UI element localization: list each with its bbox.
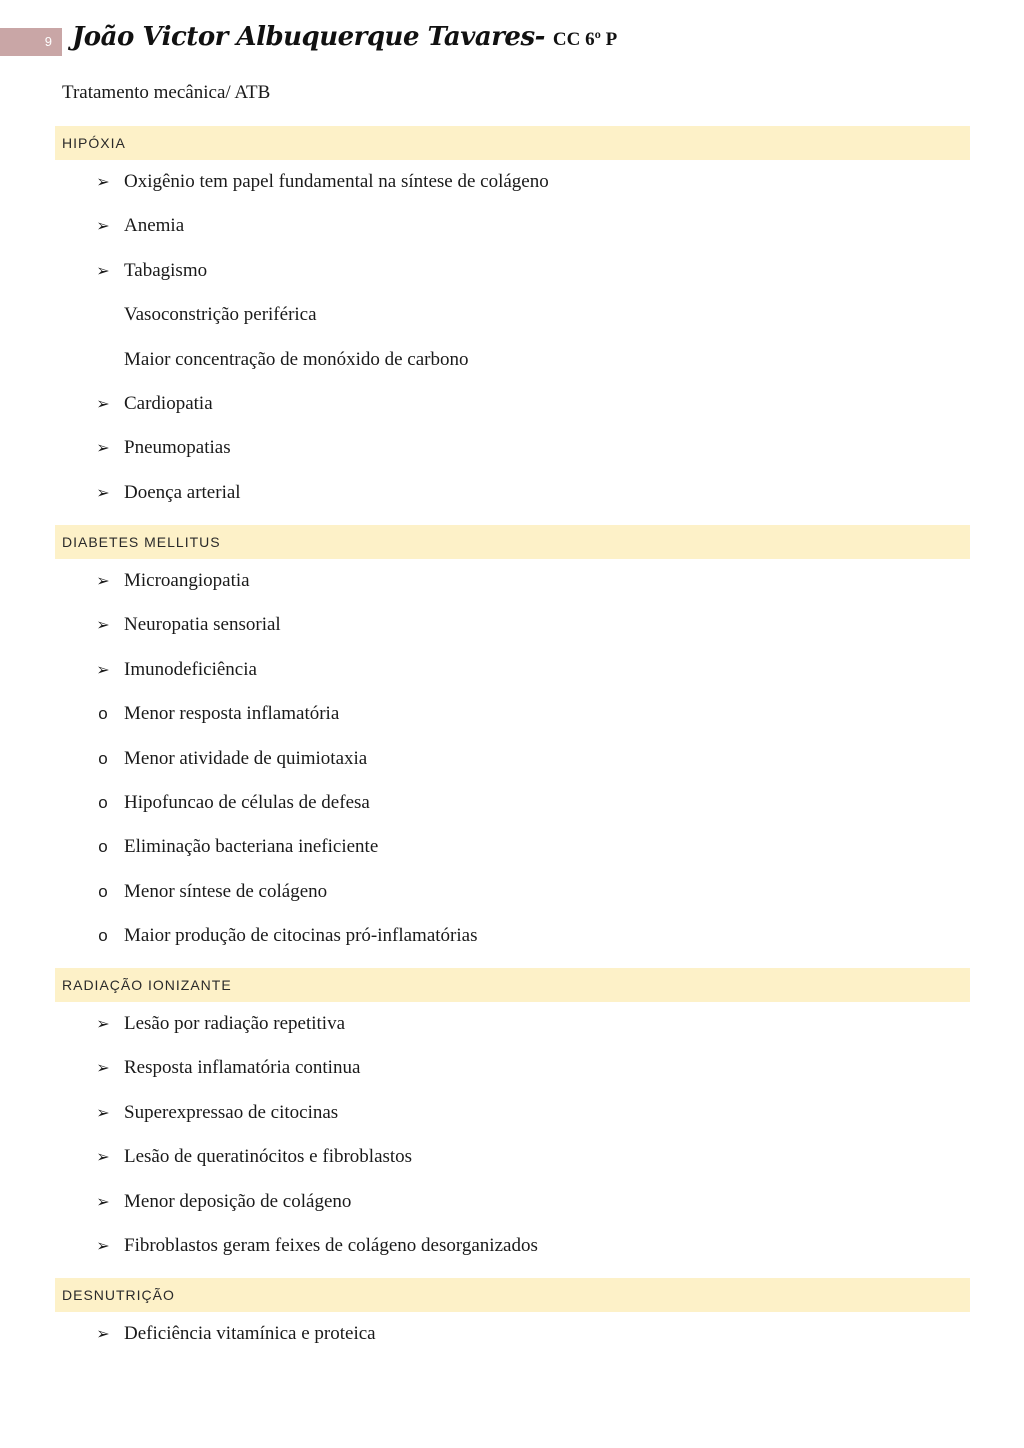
- list-item-text: Doença arterial: [124, 481, 241, 503]
- section-radiacao-ionizante: [55, 968, 970, 1268]
- section-heading: HIPÓXIA: [55, 126, 970, 160]
- list-item-text: Menor atividade de quimiotaxia: [124, 747, 368, 769]
- list-item: [55, 471, 970, 515]
- list-item: [55, 737, 970, 781]
- arrow-bullet-icon: ➢: [96, 1014, 110, 1033]
- circle-bullet-icon: o: [98, 837, 108, 857]
- list-item-text: Eliminação bacteriana ineficiente: [124, 836, 379, 858]
- section-heading: RADIAÇÃO IONIZANTE: [55, 968, 970, 1002]
- arrow-bullet-icon: ➢: [96, 659, 110, 679]
- bullet-list: [55, 160, 970, 515]
- page-number: 9: [44, 34, 52, 49]
- arrow-bullet-icon: ➢: [96, 260, 110, 280]
- circle-bullet-icon: o: [98, 792, 108, 812]
- list-item-text: Deficiência vitamínica e proteica: [124, 1323, 376, 1344]
- list-item: [55, 160, 970, 204]
- arrow-bullet-icon: ➢: [96, 1147, 110, 1167]
- list-item: [55, 603, 970, 647]
- list-item: [55, 914, 970, 958]
- section-desnutricao: [55, 1278, 970, 1356]
- list-item: [55, 249, 970, 293]
- intro-text: Tratamento mecânica/ ATB: [62, 82, 271, 103]
- circle-bullet-icon: o: [98, 704, 108, 724]
- list-item: [55, 1312, 970, 1356]
- arrow-bullet-icon: ➢: [96, 482, 110, 502]
- arrow-bullet-icon: ➢: [96, 393, 110, 413]
- bullet-list: [55, 1002, 970, 1268]
- list-item-text: Menor deposição de colágeno: [124, 1190, 352, 1212]
- list-item-text: Tabagismo: [124, 259, 208, 281]
- list-item-text: Lesão de queratinócitos e fibroblastos: [124, 1146, 413, 1168]
- list-item-text: Superexpressao de citocinas: [124, 1101, 339, 1123]
- list-item: [55, 1002, 970, 1046]
- list-item: [55, 870, 970, 914]
- section-heading: DIABETES MELLITUS: [55, 525, 970, 559]
- list-item-text: Imunodeficiência: [124, 658, 257, 680]
- circle-bullet-icon: o: [98, 881, 108, 901]
- list-item-text: Lesão por radiação repetitiva: [124, 1013, 346, 1034]
- arrow-bullet-icon: ➢: [96, 1324, 110, 1343]
- list-item: [55, 204, 970, 248]
- list-item: [55, 1091, 970, 1135]
- bullet-list: [55, 1312, 970, 1356]
- section-heading: DESNUTRIÇÃO: [55, 1278, 970, 1312]
- list-item: [55, 338, 970, 382]
- circle-bullet-icon: o: [98, 926, 108, 946]
- list-item: [55, 293, 970, 337]
- section-hipoxia: [55, 126, 970, 515]
- arrow-bullet-icon: ➢: [96, 1191, 110, 1211]
- list-item-text: Menor síntese de colágeno: [124, 880, 328, 902]
- bullet-list: [55, 559, 970, 959]
- list-item-text: Anemia: [124, 215, 185, 237]
- arrow-bullet-icon: ➢: [96, 1058, 110, 1078]
- list-item-text: Maior concentração de monóxido de carbono: [124, 348, 469, 370]
- course-label: CC 6º P: [552, 29, 618, 50]
- arrow-bullet-icon: ➢: [96, 216, 110, 236]
- arrow-bullet-icon: ➢: [96, 172, 110, 191]
- list-item: [55, 1135, 970, 1179]
- arrow-bullet-icon: ➢: [96, 438, 110, 458]
- list-item-text: Pneumopatias: [124, 437, 231, 459]
- arrow-bullet-icon: ➢: [96, 1102, 110, 1122]
- list-item-text: Resposta inflamatória continua: [124, 1057, 361, 1079]
- list-item-text: Fibroblastos geram feixes de colágeno desorganizados: [124, 1234, 538, 1256]
- list-item-text: Menor resposta inflamatória: [124, 703, 340, 725]
- arrow-bullet-icon: ➢: [96, 571, 110, 590]
- list-item: [55, 825, 970, 869]
- arrow-bullet-icon: ➢: [96, 615, 110, 635]
- list-item-text: Cardiopatia: [124, 392, 213, 414]
- list-item: [55, 426, 970, 470]
- list-item: [55, 648, 970, 692]
- list-item: [55, 559, 970, 603]
- list-item-text: Hipofuncao de células de defesa: [124, 791, 370, 813]
- list-item-text: Maior produção de citocinas pró-inflamatórias: [124, 925, 478, 947]
- list-item: [55, 781, 970, 825]
- list-item-text: Neuropatia sensorial: [124, 614, 281, 636]
- list-item: [55, 1046, 970, 1090]
- circle-bullet-icon: o: [98, 748, 108, 768]
- page-number-tab: [0, 28, 62, 56]
- list-item: [55, 1224, 970, 1268]
- list-item-text: Vasoconstrição periférica: [124, 304, 317, 326]
- list-item-text: Microangiopatia: [124, 570, 250, 591]
- list-item: [55, 692, 970, 736]
- list-item: [55, 382, 970, 426]
- author-name: João Victor Albuquerque Tavares-: [72, 22, 545, 52]
- page-header: [72, 22, 617, 52]
- section-diabetes-mellitus: [55, 525, 970, 959]
- arrow-bullet-icon: ➢: [96, 1235, 110, 1255]
- list-item-text: Oxigênio tem papel fundamental na síntese de colágeno: [124, 171, 549, 192]
- list-item: [55, 1180, 970, 1224]
